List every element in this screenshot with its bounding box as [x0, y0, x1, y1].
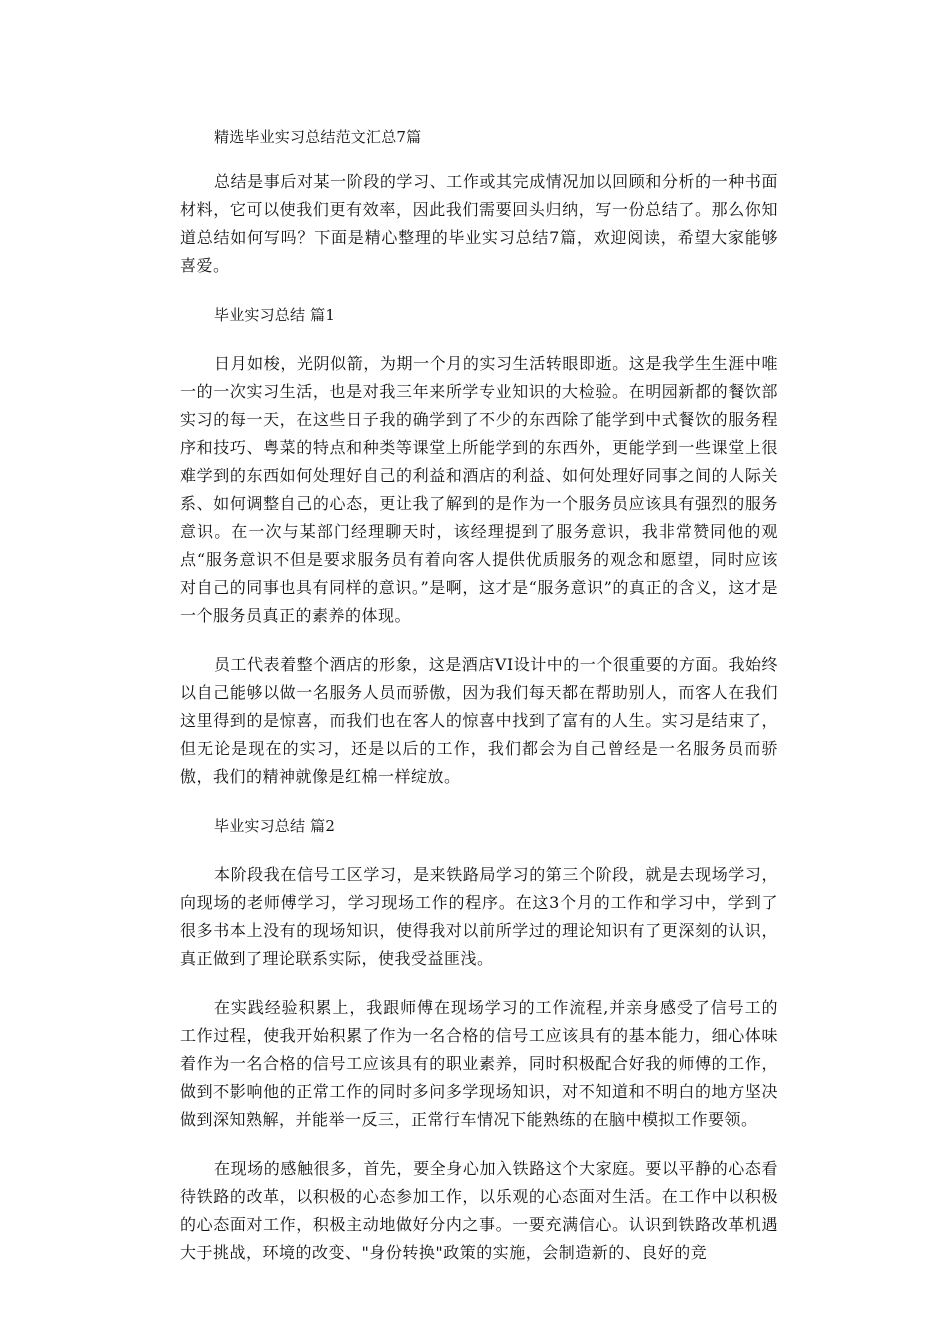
- spacer: [180, 329, 778, 350]
- spacer: [180, 1134, 778, 1155]
- section-2-paragraph-1: 本阶段我在信号工区学习，是来铁路局学习的第三个阶段，就是去现场学习，向现场的老师傅学习，学习现场工作的程序。在这3个月的工作和学习中，学到了很多书本上没有的现场知识，使得我对以前所学过的理论知识有了更深刻的认识，真正做到了理论联系实际，使我受益匪浅。: [180, 865, 778, 968]
- section-heading-1: 毕业实习总结 篇1: [214, 306, 336, 324]
- spacer: [180, 152, 778, 168]
- document-title: 精选毕业实习总结范文汇总7篇: [214, 128, 422, 146]
- section-1-paragraph-2: 员工代表着整个酒店的形象，这是酒店VI设计中的一个很重要的方面。我始终以自己能够以做一名服务人员而骄傲，因为我们每天都在帮助别人，而客人在我们这里得到的是惊喜，而我们也在客人的惊喜中找到了富有的人生。实习是结束了，但无论是现在的实习，还是以后的工作，我们都会为自己曾经是一名服务员而骄傲，我们的精神就像是红棉一样绽放。: [180, 655, 778, 786]
- spacer: [180, 840, 778, 861]
- section-2-paragraph-2: 在实践经验积累上，我跟师傅在现场学习的工作流程,并亲身感受了信号工的工作过程，使我开始积累了作为一名合格的信号工应该具有的基本能力，细心体味着作为一名合格的信号工应该具有的职业素养，同时积极配合好我的师傅的工作，做到不影响他的正常工作的同时多问多学现场知识，对不知道和不明白的地方坚决做到深知熟解，并能举一反三，正常行车情况下能熟练的在脑中模拟工作要领。: [180, 998, 778, 1129]
- spacer: [180, 630, 778, 651]
- section-heading-2: 毕业实习总结 篇2: [214, 817, 336, 835]
- intro-paragraph: 总结是事后对某一阶段的学习、工作或其完成情况加以回顾和分析的一种书面材料，它可以使我们更有效率，因此我们需要回头归纳，写一份总结了。那么你知道总结如何写吗？下面是精心整理的毕业实习总结7篇，欢迎阅读，希望大家能够喜爱。: [180, 172, 778, 275]
- spacer: [180, 280, 778, 301]
- document-page: [180, 122, 778, 1267]
- spacer: [180, 973, 778, 994]
- section-1-paragraph-1: 日月如梭，光阴似箭，为期一个月的实习生活转眼即逝。这是我学生生涯中唯一的一次实习生活，也是对我三年来所学专业知识的大检验。在明园新都的餐饮部实习的每一天，在这些日子我的确学到了不少的东西除了能学到中式餐饮的服务程序和技巧、粤菜的特点和种类等课堂上所能学到的东西外，更能学到一些课堂上很难学到的东西如何处理好自己的利益和酒店的利益、如何处理好同事之间的人际关系、如何调整自己的心态，更让我了解到的是作为一个服务员应该具有强烈的服务意识。在一次与某部门经理聊天时，该经理提到了服务意识，我非常赞同他的观点“服务意识不但是要求服务员有着向客人提供优质服务的观念和愿望，同时应该对自己的同事也具有同样的意识。”是啊，这才是“服务意识”的真正的含义，这才是一个服务员真正的素养的体现。: [180, 354, 778, 625]
- section-2-paragraph-3: 在现场的感触很多，首先，要全身心加入铁路这个大家庭。要以平静的心态看待铁路的改革，以积极的心态参加工作，以乐观的心态面对生活。在工作中以积极的心态面对工作，积极主动地做好分内之事。一要充满信心。认识到铁路改革机遇大于挑战，环境的改变、"身份转换"政策的实施，会制造新的、良好的竞: [180, 1159, 778, 1262]
- spacer: [180, 791, 778, 812]
